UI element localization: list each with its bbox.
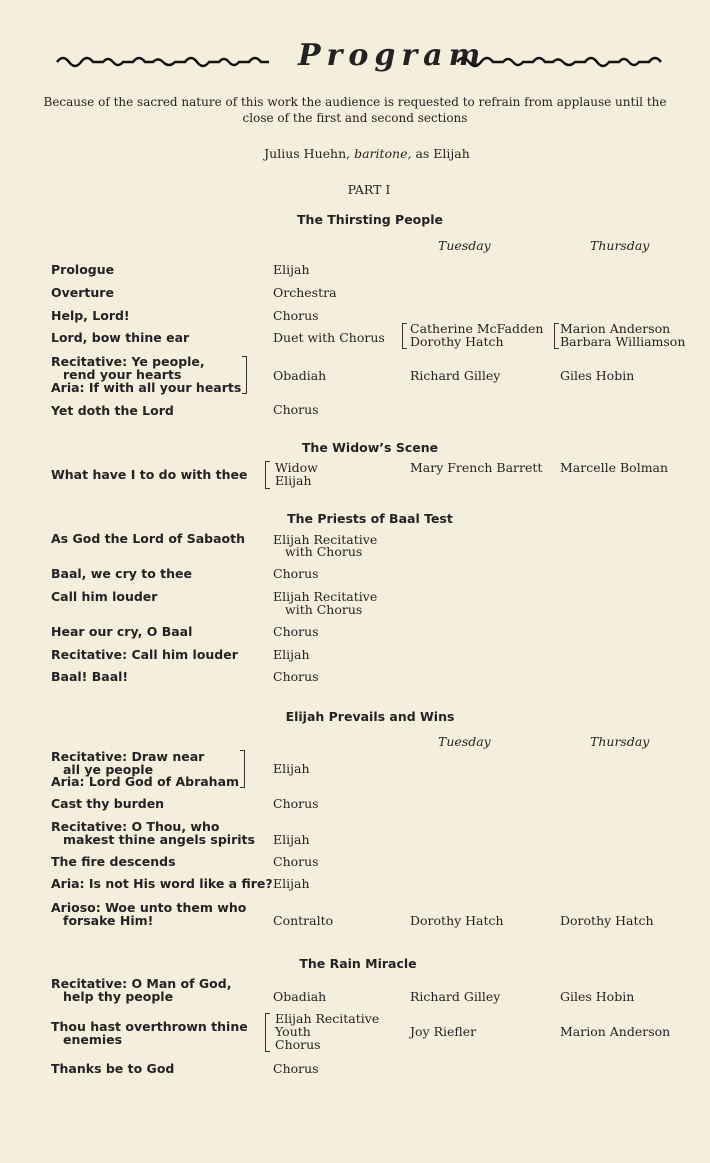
tuesday-performer: Dorothy Hatch — [410, 913, 504, 928]
item-role: Elijah — [273, 647, 310, 662]
thursday-performer: Marion Anderson — [560, 1024, 671, 1039]
section-title: The Widow’s Scene — [301, 440, 439, 455]
part-heading: PART I — [347, 182, 391, 197]
tuesday-header: Tuesday — [438, 734, 491, 749]
brace-icon — [402, 323, 407, 349]
section-title: The Rain Miracle — [299, 956, 417, 971]
item-role: with Chorus — [285, 544, 363, 559]
left-ornament-icon — [55, 50, 285, 68]
item-role: Chorus — [273, 1061, 319, 1076]
section-title: The Priests of Baal Test — [287, 511, 453, 526]
applause-notice: Because of the sacred nature of this work the audience is requested to refrain from applause until the close of the first and second sections — [43, 95, 667, 125]
item-role: Obadiah — [273, 989, 327, 1004]
soloist-line — [12, 146, 710, 161]
thursday-performer: Marcelle Bolman — [560, 460, 669, 475]
thursday-performer: Barbara Williamson — [560, 334, 686, 349]
item-label: What have I to do with thee — [51, 467, 248, 482]
item-role: Chorus — [273, 669, 319, 684]
item-label: Recitative: Call him louder — [51, 647, 238, 662]
item-label: Overture — [51, 285, 114, 300]
item-label: Hear our cry, O Baal — [51, 624, 193, 639]
item-label: Aria: Lord God of Abraham — [51, 774, 240, 789]
thursday-header: Thursday — [590, 734, 650, 749]
thursday-performer: Giles Hobin — [560, 989, 635, 1004]
item-label: Thou hast overthrown thine — [51, 1019, 248, 1034]
item-role: Elijah — [273, 876, 310, 891]
brace-icon — [265, 1013, 270, 1052]
item-role: Elijah — [273, 262, 310, 277]
item-label: As God the Lord of Sabaoth — [51, 531, 245, 546]
item-label: Aria: If with all your hearts — [51, 380, 242, 395]
item-role: Chorus — [273, 854, 319, 869]
item-role: Elijah — [275, 473, 312, 488]
tuesday-performer: Richard Gilley — [410, 368, 501, 383]
item-role: Chorus — [275, 1037, 321, 1052]
item-label: help thy people — [63, 989, 174, 1004]
item-role: Chorus — [273, 624, 319, 639]
item-role: Elijah Recitative — [273, 589, 378, 604]
item-role: Chorus — [273, 796, 319, 811]
item-label: Help, Lord! — [51, 308, 130, 323]
item-label: rend your hearts — [63, 367, 182, 382]
item-role: Widow — [275, 460, 318, 475]
tuesday-header: Tuesday — [438, 238, 491, 253]
soloist-name: Julius Huehn, — [264, 146, 351, 161]
thursday-header: Thursday — [590, 238, 650, 253]
item-label: Prologue — [51, 262, 115, 277]
soloist-role: as Elijah — [415, 146, 470, 161]
item-role: Chorus — [273, 308, 319, 323]
thursday-performer: Dorothy Hatch — [560, 913, 654, 928]
section-title: The Thirsting People — [297, 212, 443, 227]
tuesday-performer: Joy Riefler — [410, 1024, 477, 1039]
item-role: with Chorus — [285, 602, 363, 617]
item-label: Arioso: Woe unto them who — [51, 900, 247, 915]
section-title: Elijah Prevails and Wins — [285, 709, 455, 724]
item-label: Recitative: Ye people, — [51, 354, 205, 369]
brace-icon — [554, 323, 559, 349]
item-label: Aria: Is not His word like a fire? — [51, 876, 273, 891]
item-label: Yet doth the Lord — [51, 403, 174, 418]
item-label: makest thine angels spirits — [63, 832, 255, 847]
item-label: The fire descends — [51, 854, 176, 869]
item-label: Baal! Baal! — [51, 669, 129, 684]
item-label: Cast thy burden — [51, 796, 165, 811]
brace-icon — [240, 750, 245, 788]
item-label: Recitative: O Thou, who — [51, 819, 220, 834]
item-label: Recitative: Draw near — [51, 749, 205, 764]
item-role: Elijah Recitative — [273, 532, 378, 547]
item-role: Contralto — [273, 913, 334, 928]
tuesday-performer: Mary French Barrett — [410, 460, 543, 475]
thursday-performer: Giles Hobin — [560, 368, 635, 383]
item-role: Chorus — [273, 566, 319, 581]
item-role: Elijah — [273, 832, 310, 847]
item-role: Elijah — [273, 761, 310, 776]
thursday-performer: Marion Anderson — [560, 321, 671, 336]
item-role: Elijah Recitative — [275, 1011, 380, 1026]
tuesday-performer: Catherine McFadden — [410, 321, 544, 336]
item-label: all ye people — [63, 762, 154, 777]
item-label: Call him louder — [51, 589, 158, 604]
soloist-voice: baritone, — [354, 146, 412, 161]
item-label: Recitative: O Man of God, — [51, 976, 232, 991]
item-role: Orchestra — [273, 285, 337, 300]
item-role: Obadiah — [273, 368, 327, 383]
brace-icon — [265, 461, 270, 489]
item-role: Youth — [275, 1024, 311, 1039]
item-role: Duet with Chorus — [273, 330, 385, 345]
item-label: Baal, we cry to thee — [51, 566, 192, 581]
item-role: Chorus — [273, 402, 319, 417]
item-label: Lord, bow thine ear — [51, 330, 190, 345]
page-title: Program — [298, 38, 487, 73]
right-ornament-icon — [455, 50, 680, 68]
item-label: Thanks be to God — [51, 1061, 175, 1076]
brace-icon — [242, 356, 247, 394]
item-label: forsake Him! — [63, 913, 154, 928]
item-label: enemies — [63, 1032, 123, 1047]
tuesday-performer: Dorothy Hatch — [410, 334, 504, 349]
tuesday-performer: Richard Gilley — [410, 989, 501, 1004]
